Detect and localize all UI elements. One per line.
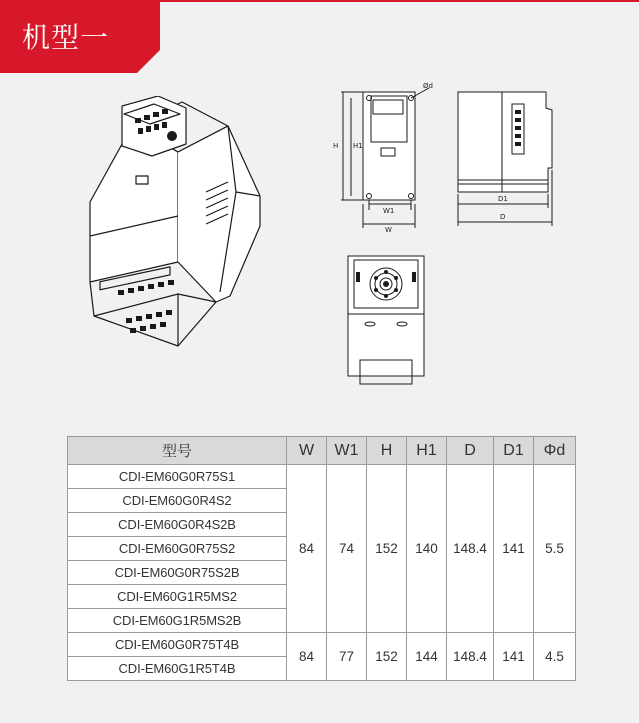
model-cell: CDI-EM60G1R5MS2B <box>68 609 287 633</box>
w-value: 84 <box>287 465 327 633</box>
model-cell: CDI-EM60G1R5T4B <box>68 657 287 681</box>
w1-value: 77 <box>327 633 367 681</box>
model-cell: CDI-EM60G0R75T4B <box>68 633 287 657</box>
w1-label: W1 <box>383 207 395 215</box>
h1-value: 144 <box>407 633 447 681</box>
phi-d-value: 5.5 <box>534 465 576 633</box>
w-label: W <box>385 226 392 232</box>
header-d: D <box>447 437 494 465</box>
table-row <box>68 633 576 657</box>
header-h: H <box>367 437 407 465</box>
model-cell: CDI-EM60G0R75S2 <box>68 537 287 561</box>
header-w: W <box>287 437 327 465</box>
d1-label: D1 <box>498 195 508 203</box>
model-cell: CDI-EM60G0R75S1 <box>68 465 287 489</box>
phi-d-label: Ød <box>423 82 433 90</box>
w1-value: 74 <box>327 465 367 633</box>
header-model: 型号 <box>68 437 287 465</box>
h1-value: 140 <box>407 465 447 633</box>
model-cell: CDI-EM60G0R4S2B <box>68 513 287 537</box>
phi-d-value: 4.5 <box>534 633 576 681</box>
w-value: 84 <box>287 633 327 681</box>
isometric-drawing <box>80 96 280 358</box>
header-phi-d: Φd <box>534 437 576 465</box>
header-h1: H1 <box>407 437 447 465</box>
h1-label: H1 <box>353 142 363 150</box>
header-d1: D1 <box>494 437 534 465</box>
model-cell: CDI-EM60G1R5MS2 <box>68 585 287 609</box>
d-value: 148.4 <box>447 633 494 681</box>
side-view-drawing <box>452 88 562 230</box>
d-label: D <box>500 213 506 221</box>
spec-table <box>67 436 576 681</box>
front-view-drawing <box>325 82 445 232</box>
h-label: H <box>333 142 339 150</box>
h-value: 152 <box>367 633 407 681</box>
model-cell: CDI-EM60G0R4S2 <box>68 489 287 513</box>
h-value: 152 <box>367 465 407 633</box>
d-value: 148.4 <box>447 465 494 633</box>
d1-value: 141 <box>494 465 534 633</box>
header-w1: W1 <box>327 437 367 465</box>
table-header-row <box>68 437 576 465</box>
table-row <box>68 465 576 489</box>
bottom-view-drawing <box>344 252 428 390</box>
page-title: 机型一 <box>22 21 110 54</box>
model-cell: CDI-EM60G0R75S2B <box>68 561 287 585</box>
d1-value: 141 <box>494 633 534 681</box>
